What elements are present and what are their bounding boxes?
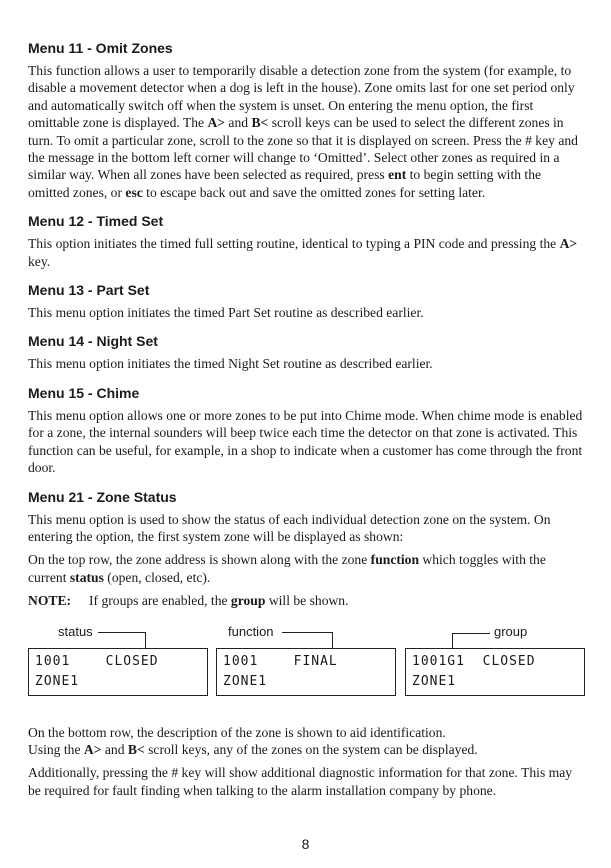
lcd-line-2: ZONE1 xyxy=(35,673,80,689)
lcd-display-examples xyxy=(28,618,584,716)
section-menu-11 xyxy=(28,40,584,201)
text-run: This function allows a user to temporarily disable a detection zone from the system (for example, to disable a movement detector when a dog is left in the house). Zone omits last for one set period only and automatically switch off when the system is unset. On entering the menu option, the first omittable zone is displayed. The xyxy=(28,63,575,131)
section-title: Menu 13 - Part Set xyxy=(28,282,150,299)
key-label: A> xyxy=(207,115,226,131)
section-title: Menu 14 - Night Set xyxy=(28,333,158,350)
text-run: (open, closed, etc). xyxy=(103,569,211,585)
page-number: 8 xyxy=(301,836,310,852)
text-run: On the top row, the zone address is shown along with the zone xyxy=(28,552,371,568)
section-title: Menu 15 - Chime xyxy=(28,384,140,401)
lcd-display-status xyxy=(28,648,208,696)
text-run: and xyxy=(101,741,128,757)
callout-line xyxy=(98,632,146,633)
key-label: B< xyxy=(127,741,145,757)
section-paragraph: On the bottom row, the description of the zone is shown to aid identification. xyxy=(28,724,446,740)
text-run: which toggles with the current xyxy=(28,552,546,585)
text-run: Using the xyxy=(28,741,84,757)
callout-line xyxy=(145,632,146,648)
callout-label-function: function xyxy=(228,623,274,639)
section-menu-14 xyxy=(28,333,584,372)
bold-term: group xyxy=(230,593,266,609)
lcd-line-1: 1001G1 CLOSED xyxy=(412,653,536,669)
lcd-display-group xyxy=(405,648,585,696)
text-run: will be shown. xyxy=(265,593,349,609)
lcd-display-function xyxy=(216,648,396,696)
note xyxy=(28,592,584,609)
section-paragraph: This menu option allows one or more zones to be put into Chime mode. When chime mode is enabled for a zone, the internal sounders will beep twice each time the detector on that zone is activated. This function can be useful, for example, in a shop to indicate when a customer has come through the front door. xyxy=(28,407,583,476)
key-label: A> xyxy=(83,741,102,757)
callout-label-group: group xyxy=(494,623,528,639)
key-label: esc xyxy=(125,184,143,200)
lcd-line-1: 1001 CLOSED xyxy=(35,653,159,669)
lcd-line-2: ZONE1 xyxy=(223,673,268,689)
callout-line xyxy=(452,633,490,634)
key-label: A> xyxy=(559,236,578,252)
lcd-line-1: 1001 FINAL xyxy=(223,653,338,669)
section-paragraph xyxy=(28,235,584,270)
section-paragraph: This menu option initiates the timed Part Set routine as described earlier. xyxy=(28,305,424,321)
key-label: B< xyxy=(251,115,269,131)
section-title: Menu 12 - Timed Set xyxy=(28,213,164,230)
text-run: to begin setting with the omitted zones, or xyxy=(28,167,542,200)
text-run: This option initiates the timed full setting routine, identical to typing a PIN code and pressing the xyxy=(28,236,560,252)
section-paragraph: Additionally, pressing the # key will show additional diagnostic information for that zone. This may be required for fault finding when talking to the alarm installation company by phone. xyxy=(28,765,573,798)
section-paragraph xyxy=(28,62,584,201)
callout-label-status: status xyxy=(58,623,93,639)
bold-term: status xyxy=(69,569,104,585)
section-paragraph: This menu option initiates the timed Night Set routine as described earlier. xyxy=(28,356,433,372)
callout-line xyxy=(332,632,333,648)
section-paragraph: This menu option is used to show the status of each individual detection zone on the system. On entering the option, the first system zone will be displayed as shown: xyxy=(28,511,551,544)
section-menu-15 xyxy=(28,385,584,477)
text-run: to escape back out and save the omitted zones for setting later. xyxy=(142,184,486,200)
text-run: and xyxy=(225,115,252,131)
text-run: If groups are enabled, the xyxy=(89,593,231,609)
lcd-line-2: ZONE1 xyxy=(412,673,457,689)
text-run: key. xyxy=(28,253,51,269)
page-content xyxy=(28,40,584,811)
section-menu-12 xyxy=(28,213,584,270)
callout-line xyxy=(282,632,333,633)
text-run: scroll keys can be used to select the different zones in turn. To omit a particular zone, scroll to the zone so that it is displayed on screen. Press the # key and the message in the bottom left corner will change to ‘Omitted’. Select other zones as required in a similar way. When all zones have been selected as required, press xyxy=(28,115,578,183)
section-paragraph xyxy=(28,551,584,586)
section-menu-13 xyxy=(28,282,584,321)
note-text xyxy=(89,592,349,609)
callout-line xyxy=(452,633,453,648)
text-run: scroll keys, any of the zones on the system can be displayed. xyxy=(144,741,478,757)
bold-term: function xyxy=(370,552,420,568)
section-menu-21 xyxy=(28,489,584,800)
section-title: Menu 11 - Omit Zones xyxy=(28,40,173,56)
note-label: NOTE: xyxy=(28,593,72,609)
section-title: Menu 21 - Zone Status xyxy=(28,488,177,505)
section-paragraph xyxy=(28,741,584,758)
key-label: ent xyxy=(388,167,407,183)
